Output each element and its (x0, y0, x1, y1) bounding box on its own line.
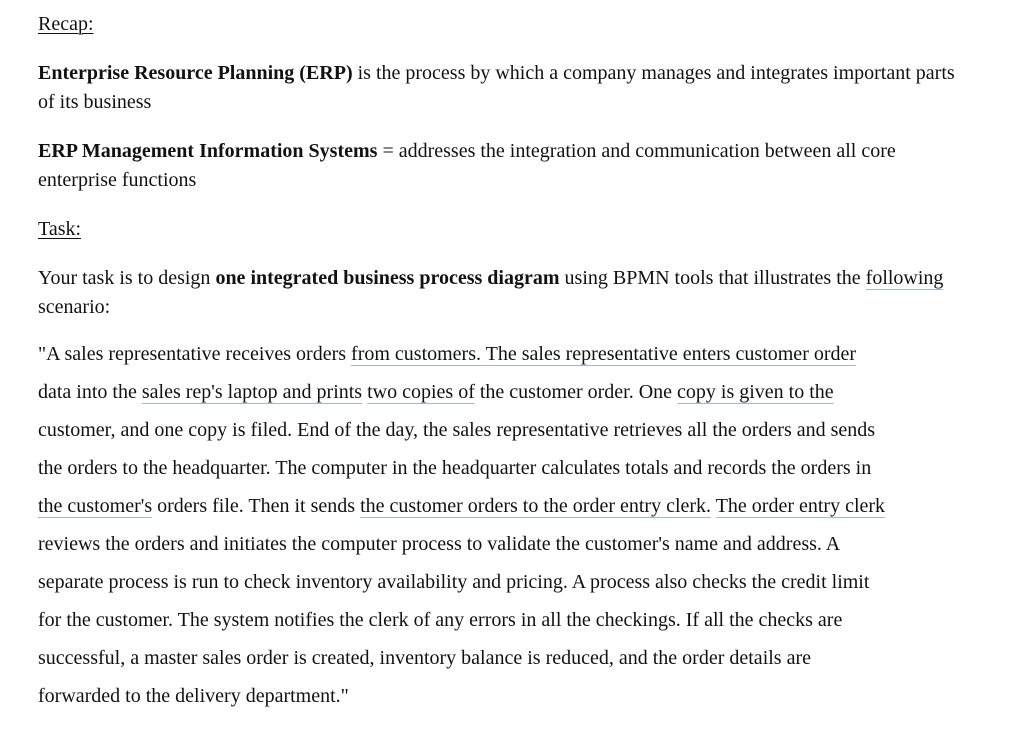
task-intro-bold: one integrated business process diagram (215, 267, 560, 289)
grammar-underline: sales rep's laptop and prints (141, 381, 363, 403)
grammar-underline: two copies of (367, 381, 475, 403)
scenario-line-8: for the customer. The system notifies the clerk of any errors in all the checkings. If all the checks are (38, 609, 843, 631)
task-intro-paragraph (38, 264, 958, 322)
task-intro-underlined: following (865, 267, 944, 289)
grammar-underline: the customer orders to the order entry clerk. (360, 495, 712, 517)
scenario-line-10: forwarded to the delivery department." (38, 685, 349, 707)
scenario-line-5 (38, 491, 988, 529)
scenario-line-1 (38, 339, 988, 377)
task-intro-end: scenario: (38, 296, 111, 318)
recap-heading: Recap: (38, 13, 94, 35)
scenario-line-3: customer, and one copy is filed. End of the day, the sales representative retrieves all the orders and sends (38, 419, 876, 441)
erp-definition-text: is the process by which a company manages and integrates important parts of its business (38, 62, 955, 113)
grammar-underline: The order entry clerk (715, 495, 886, 517)
scenario-line-7: separate process is run to check inventory availability and pricing. A process also checks the credit limit (38, 571, 870, 593)
scenario-text: orders file. Then it sends (152, 495, 361, 517)
grammar-underline: the customer's (38, 495, 153, 517)
mis-term: ERP Management Information Systems (38, 140, 378, 162)
scenario-text: "A sales representative receives orders (38, 343, 352, 365)
scenario-text: data into the (38, 381, 142, 403)
scenario-line-4: the orders to the headquarter. The computer in the headquarter calculates totals and records the orders in (38, 457, 872, 479)
scenario-line-9: successful, a master sales order is created, inventory balance is reduced, and the order details are (38, 647, 811, 669)
mis-definition-text: = addresses the integration and communication between all core enterprise functions (38, 140, 896, 191)
grammar-underline: The sales representative enters customer order (481, 343, 857, 365)
grammar-underline: from customers. (351, 343, 482, 365)
task-intro-mid: using BPMN tools that illustrates the (559, 267, 866, 289)
erp-definition-paragraph (38, 59, 958, 117)
grammar-underline: copy is given to the (677, 381, 834, 403)
scenario-quote (38, 339, 988, 719)
scenario-line-2 (38, 377, 988, 415)
scenario-line-6: reviews the orders and initiates the computer process to validate the customer's name and address. A (38, 533, 841, 555)
task-heading: Task: (38, 218, 82, 240)
mis-definition-paragraph (38, 137, 958, 195)
task-intro-start: Your task is to design (38, 267, 216, 289)
erp-term: Enterprise Resource Planning (ERP) (38, 62, 353, 84)
scenario-text: the customer order. One (474, 381, 678, 403)
